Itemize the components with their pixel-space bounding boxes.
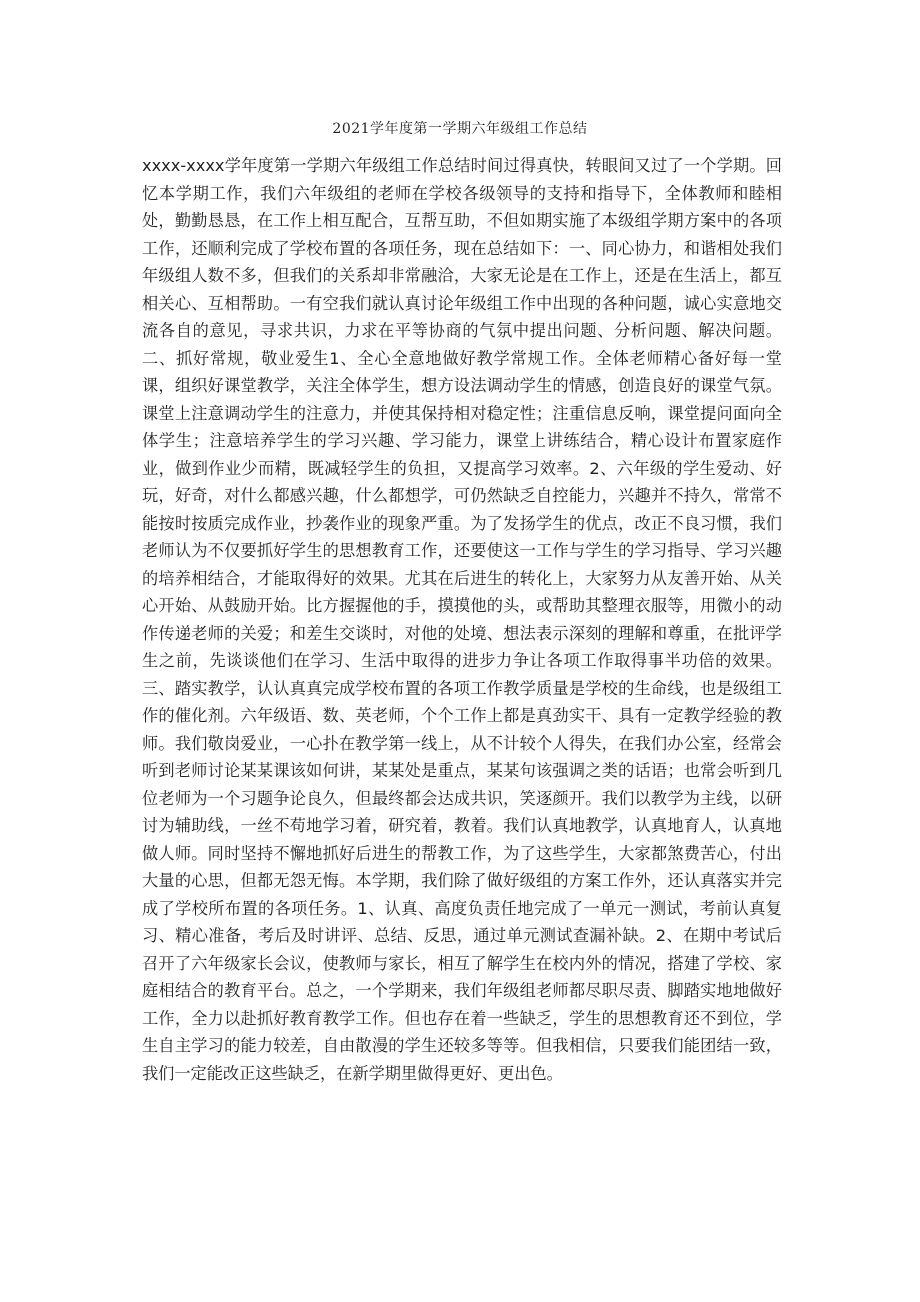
- document-body-paragraph: xxxx-xxxx学年度第一学期六年级组工作总结时间过得真快，转眼间又过了一个学期。回忆本学期工作，我们六年级组的老师在学校各级领导的支持和指导下，全体教师和睦相处，勤勤恳恳，在工作上相互配合，互帮互助，不但如期实施了本级组学期方案中的各项工作，还顺利完成了学校布置的各项任务，现在总结如下：一、同心协力，和谐相处我们年级组人数不多，但我们的关系却非常融洽，大家无论是在工作上，还是在生活上，都互相关心、互相帮助。一有空我们就认真讨论年级组工作中出现的各种问题，诚心实意地交流各自的意见，寻求共识，力求在平等协商的气氛中提出问题、分析问题、解决问题。二、抓好常规，敬业爱生1、全心全意地做好教学常规工作。全体老师精心备好每一堂课，组织好课堂教学，关注全体学生，想方设法调动学生的情感，创造良好的课堂气氛。课堂上注意调动学生的注意力，并使其保持相对稳定性；注重信息反响，课堂提问面向全体学生；注意培养学生的学习兴趣、学习能力，课堂上讲练结合，精心设计布置家庭作业，做到作业少而精，既减轻学生的负担，又提高学习效率。2、六年级的学生爱动、好玩，好奇，对什么都感兴趣，什么都想学，可仍然缺乏自控能力，兴趣并不持久，常常不能按时按质完成作业，抄袭作业的现象严重。为了发扬学生的优点，改正不良习惯，我们老师认为不仅要抓好学生的思想教育工作，还要使这一工作与学生的学习指导、学习兴趣的培养相结合，才能取得好的效果。尤其在后进生的转化上，大家努力从友善开始、从关心开始、从鼓励开始。比方握握他的手，摸摸他的头，或帮助其整理衣服等，用微小的动作传递老师的关爱；和差生交谈时，对他的处境、想法表示深刻的理解和尊重，在批评学生之前，先谈谈他们在学习、生活中取得的进步力争让各项工作取得事半功倍的效果。三、踏实教学，认认真真完成学校布置的各项工作教学质量是学校的生命线，也是级组工作的催化剂。六年级语、数、英老师，个个工作上都是真劲实干、具有一定教学经验的教师。我们敬岗爱业，一心扑在教学第一线上，从不计较个人得失，在我们办公室，经常会听到老师讨论某某课该如何讲，某某处是重点，某某句该强调之类的话语；也常会听到几位老师为一个习题争论良久，但最终都会达成共识，笑逐颜开。我们以教学为主线，以研讨为辅助线，一丝不苟地学习着，研究着，教着。我们认真地教学，认真地育人，认真地做人师。同时坚持不懈地抓好后进生的帮教工作，为了这些学生，大家都煞费苦心，付出大量的心思，但都无怨无悔。本学期，我们除了做好级组的方案工作外，还认真落实并完成了学校所布置的各项任务。1、认真、高度负责任地完成了一单元一测试，考前认真复习、精心准备，考后及时讲评、总结、反思，通过单元测试查漏补缺。2、在期中考试后召开了六年级家长会议，使教师与家长，相互了解学生在校内外的情况，搭建了学校、家庭相结合的教育平台。总之，一个学期来，我们年级组老师都尽职尽责、脚踏实地地做好工作，全力以赴抓好教育教学工作。但也存在着一些缺乏，学生的思想教育还不到位，学生自主学习的能力较差，自由散漫的学生还较多等等。但我相信，只要我们能团结一致，我们一定能改正这些缺乏，在新学期里做得更好、更出色。: [142, 156, 782, 1083]
- document-title: 2021学年度第一学期六年级组工作总结: [332, 121, 588, 137]
